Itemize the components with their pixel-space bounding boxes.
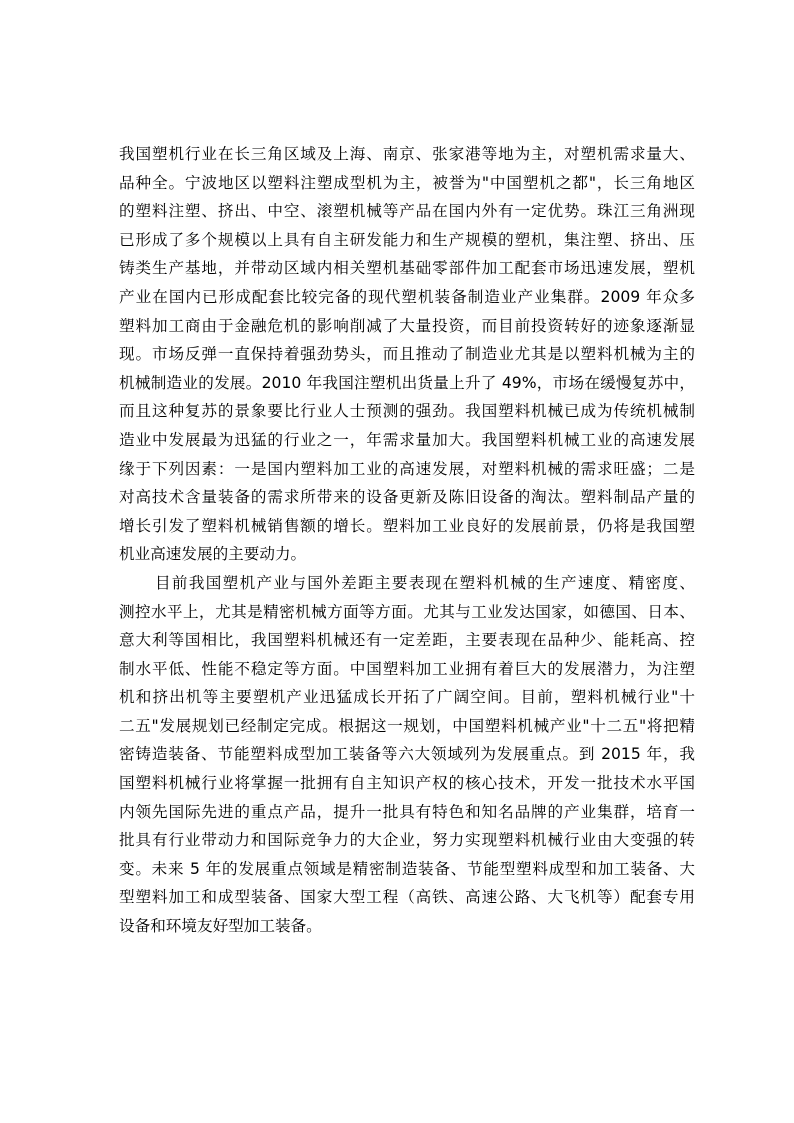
text-line: 产业在国内已形成配套比较完备的现代塑机装备制造业产业集群。2009 年众多 xyxy=(119,287,695,306)
text-line: 批具有行业带动力和国际竞争力的大企业，努力实现塑料机械行业由大变强的转 xyxy=(119,831,695,850)
text-line: 对高技术含量装备的需求所带来的设备更新及陈旧设备的淘汰。塑料制品产量的 xyxy=(119,488,695,507)
text-line: 国塑料机械行业将掌握一批拥有自主知识产权的核心技术，开发一批技术水平国 xyxy=(119,774,695,793)
text-line: 造业中发展最为迅猛的行业之一，年需求量加大。我国塑料机械工业的高速发展 xyxy=(119,430,695,449)
text-line: 目前我国塑机产业与国外差距主要表现在塑料机械的生产速度、精密度、 xyxy=(155,573,695,592)
text-line: 测控水平上，尤其是精密机械方面等方面。尤其与工业发达国家，如德国、日本、 xyxy=(119,602,695,621)
text-line: 现。市场反弹一直保持着强劲势头，而且推动了制造业尤其是以塑料机械为主的 xyxy=(119,345,695,364)
text-line: 增长引发了塑料机械销售额的增长。塑料加工业良好的发展前景，仍将是我国塑 xyxy=(119,516,695,535)
paragraph-1 xyxy=(119,140,695,569)
text-line: 品种全。宁波地区以塑料注塑成型机为主，被誉为"中国塑机之都"，长三角地区 xyxy=(119,173,695,192)
paragraph-2 xyxy=(119,569,695,941)
text-line: 铸类生产基地，并带动区域内相关塑机基础零部件加工配套市场迅速发展，塑机 xyxy=(119,259,695,278)
body-text xyxy=(119,140,695,941)
text-line: 我国塑机行业在长三角区域及上海、南京、张家港等地为主，对塑机需求量大、 xyxy=(119,145,695,163)
text-line: 密铸造装备、节能塑料成型加工装备等六大领域列为发展重点。到 2015 年，我 xyxy=(119,745,695,764)
text-line: 二五"发展规划已经制定完成。根据这一规划，中国塑料机械产业"十二五"将把精 xyxy=(119,716,695,735)
text-line: 缘于下列因素：一是国内塑料加工业的高速发展，对塑料机械的需求旺盛；二是 xyxy=(119,459,695,478)
text-line: 型塑料加工和成型装备、国家大型工程（高铁、高速公路、大飞机等）配套专用 xyxy=(119,888,695,907)
text-line: 制水平低、性能不稳定等方面。中国塑料加工业拥有着巨大的发展潜力，为注塑 xyxy=(119,659,695,678)
text-line: 已形成了多个规模以上具有自主研发能力和生产规模的塑机，集注塑、挤出、压 xyxy=(119,230,695,249)
text-line: 设备和环境友好型加工装备。 xyxy=(119,917,322,936)
text-line: 机和挤出机等主要塑机产业迅猛成长开拓了广阔空间。目前，塑料机械行业"十 xyxy=(119,688,695,707)
text-line: 而且这种复苏的景象要比行业人士预测的强劲。我国塑料机械已成为传统机械制 xyxy=(119,402,695,421)
text-line: 内领先国际先进的重点产品，提升一批具有特色和知名品牌的产业集群，培育一 xyxy=(119,802,695,821)
text-line: 的塑料注塑、挤出、中空、滚塑机械等产品在国内外有一定优势。珠江三角洲现 xyxy=(119,202,695,221)
text-line: 机业高速发展的主要动力。 xyxy=(119,545,307,564)
text-line: 机械制造业的发展。2010 年我国注塑机出货量上升了 49%，市场在缓慢复苏中， xyxy=(119,373,695,392)
text-line: 塑料加工商由于金融危机的影响削减了大量投资，而目前投资转好的迹象逐渐显 xyxy=(119,316,695,335)
text-line: 变。未来 5 年的发展重点领域是精密制造装备、节能型塑料成型和加工装备、大 xyxy=(119,859,695,878)
text-line: 意大利等国相比，我国塑料机械还有一定差距，主要表现在品种少、能耗高、控 xyxy=(119,631,695,650)
